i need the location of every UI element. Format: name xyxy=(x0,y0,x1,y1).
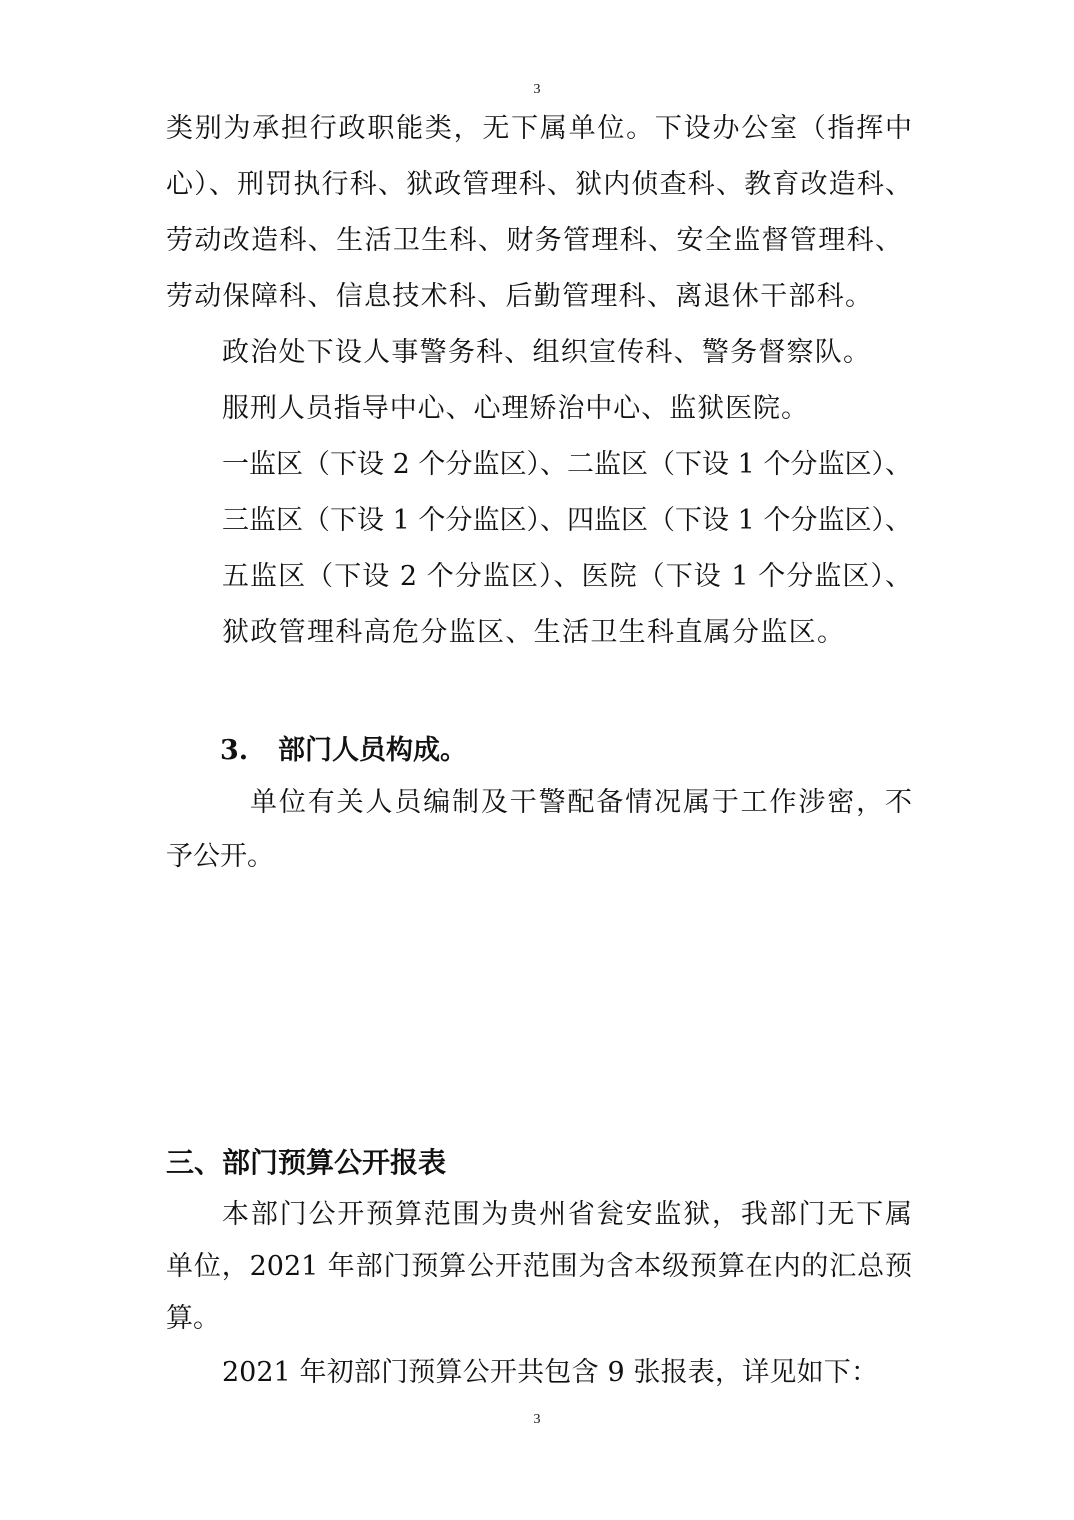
section-title: 三、部门预算公开报表 xyxy=(166,1146,447,1179)
paragraph-line: 政治处下设人事警务科、组织宣传科、警务督察队。 xyxy=(222,337,870,368)
paragraph-line: 2021 年初部门预算公开共包含 9 张报表，详见如下： xyxy=(222,1357,878,1388)
header-page-number: 3 xyxy=(533,82,541,97)
paragraph-line: 劳动改造科、生活卫生科、财务管理科、安全监督管理科、 xyxy=(166,225,902,256)
subsection-title: 部门人员构成。 xyxy=(278,735,467,766)
paragraph-line: 五监区（下设 2 个分监区）、医院（下设 1 个分监区）、 xyxy=(222,561,912,592)
paragraph-line: 单位，2021 年部门预算公开范围为含本级预算在内的汇总预 xyxy=(166,1251,912,1282)
paragraph-line: 类别为承担行政职能类，无下属单位。下设办公室（指挥中 xyxy=(166,113,912,144)
paragraph-line: 单位有关人员编制及干警配备情况属于工作涉密，不 xyxy=(250,787,912,818)
paragraph-line: 心）、刑罚执行科、狱政管理科、狱内侦查科、教育改造科、 xyxy=(166,169,912,200)
paragraph-line: 本部门公开预算范围为贵州省瓮安监狱，我部门无下属 xyxy=(222,1199,912,1230)
paragraph-line: 予公开。 xyxy=(166,841,274,872)
paragraph-line: 狱政管理科高危分监区、生活卫生科直属分监区。 xyxy=(222,617,844,648)
paragraph-line: 一监区（下设 2 个分监区）、二监区（下设 1 个分监区）、 xyxy=(222,449,912,480)
subsection-number: 3. xyxy=(220,735,249,766)
footer-page-number: 3 xyxy=(533,1412,541,1427)
paragraph-line: 劳动保障科、信息技术科、后勤管理科、离退休干部科。 xyxy=(166,281,872,312)
paragraph-line: 算。 xyxy=(166,1303,220,1334)
paragraph-line: 三监区（下设 1 个分监区）、四监区（下设 1 个分监区）、 xyxy=(222,505,912,536)
paragraph-line: 服刑人员指导中心、心理矫治中心、监狱医院。 xyxy=(222,393,808,424)
